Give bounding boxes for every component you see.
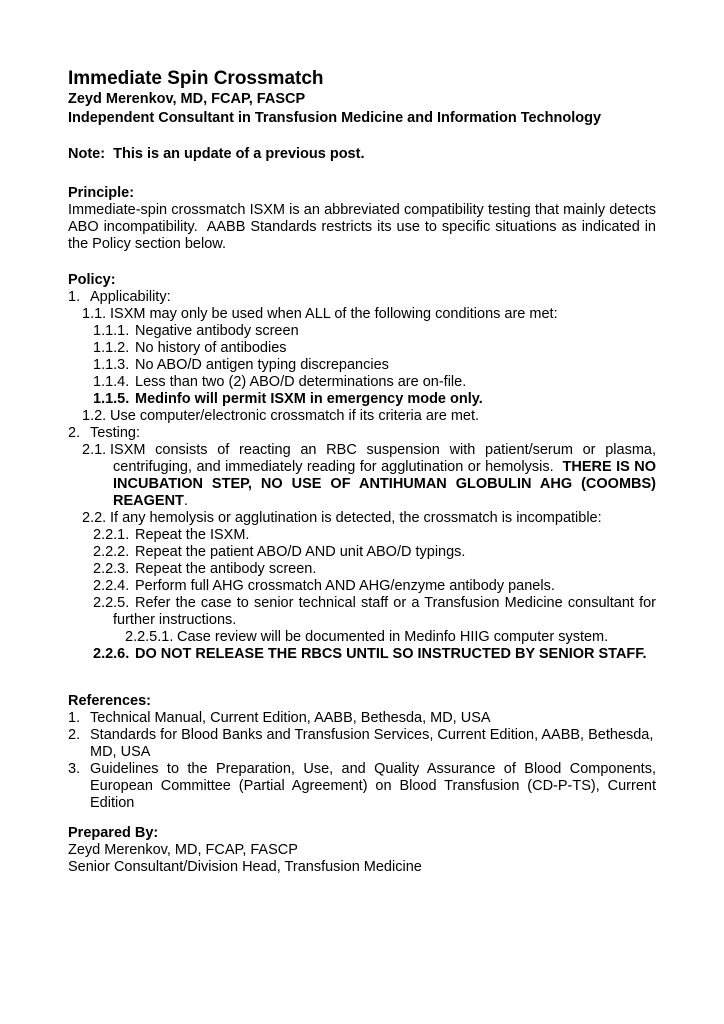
- spacer: [68, 812, 656, 825]
- reference-item-3: [68, 761, 656, 812]
- policy-item-1-1-3: [68, 357, 656, 374]
- item-text: Less than two (2) ABO/D determinations are on-file.: [135, 374, 467, 390]
- policy-item-1-1-4: [68, 374, 656, 391]
- item-number: 2.2.4.: [93, 578, 130, 594]
- document-subtitle: Independent Consultant in Transfusion Medicine and Information Technology: [68, 110, 602, 126]
- item-number: 1.2.: [82, 408, 107, 424]
- references-section: [68, 693, 656, 812]
- policy-heading: Policy:: [68, 272, 116, 288]
- item-number: 2.2.5.: [93, 595, 130, 611]
- principle-section: [68, 185, 656, 253]
- item-number: 1.1.2.: [93, 340, 130, 356]
- prepared-by-role: Senior Consultant/Division Head, Transfusion Medicine: [68, 859, 422, 875]
- policy-item-1-1-2: [68, 340, 656, 357]
- item-text-tail: .: [183, 493, 188, 509]
- policy-item-2-2-5-1: [68, 629, 656, 646]
- policy-item-2-2-5: [68, 595, 656, 629]
- prepared-by-section: [68, 825, 656, 876]
- document-title: Immediate Spin Crossmatch: [68, 68, 324, 89]
- principle-body: Immediate-spin crossmatch ISXM is an abbreviated compatibility testing that mainly detects ABO incompatibility. AABB Standards restricts its use to specific situations as indicated in the Policy section below.: [68, 202, 656, 252]
- policy-item-1: [68, 289, 656, 306]
- item-number: 1.1.4.: [93, 374, 130, 390]
- document-note: Note: This is an update of a previous post.: [68, 146, 365, 162]
- item-number: 2.: [68, 727, 81, 743]
- prepared-by-name: Zeyd Merenkov, MD, FCAP, FASCP: [68, 842, 298, 858]
- policy-item-2-2-6: [68, 646, 656, 663]
- policy-item-1-1-1: [68, 323, 656, 340]
- item-number: 1.1.: [82, 306, 107, 322]
- item-text: If any hemolysis or agglutination is detected, the crossmatch is incompatible:: [110, 510, 602, 526]
- item-number: 3.: [68, 761, 81, 777]
- principle-heading: Principle:: [68, 185, 135, 201]
- item-number: 1.: [68, 289, 81, 305]
- spacer: [68, 164, 656, 185]
- policy-item-2-2-1: [68, 527, 656, 544]
- policy-item-1-1-5: [68, 391, 656, 408]
- item-text: Repeat the patient ABO/D AND unit ABO/D typings.: [135, 544, 466, 560]
- item-number: 2.2.1.: [93, 527, 130, 543]
- policy-section: [68, 272, 656, 663]
- policy-item-2-2-3: [68, 561, 656, 578]
- item-number: 1.: [68, 710, 81, 726]
- item-number: 2.: [68, 425, 81, 441]
- item-number: 2.2.: [82, 510, 107, 526]
- item-text-emphasis: THERE IS NO INCUBATION STEP, NO USE OF ANTIHUMAN GLOBULIN AHG (COOMBS) REAGENT: [113, 459, 656, 509]
- item-text: Medinfo will permit ISXM in emergency mode only.: [135, 391, 483, 407]
- item-text: ISXM consists of reacting an RBC suspension with patient/serum or plasma, centrifuging, and immediately reading for agglutination or hemolysis.: [110, 442, 656, 475]
- reference-item-2: [68, 727, 656, 761]
- policy-item-2: [68, 425, 656, 442]
- item-text: Applicability:: [90, 289, 171, 305]
- item-number: 2.2.2.: [93, 544, 130, 560]
- item-text: Standards for Blood Banks and Transfusion Services, Current Edition, AABB, Bethesda, MD, USA: [90, 727, 654, 760]
- item-text: DO NOT RELEASE THE RBCS UNTIL SO INSTRUCTED BY SENIOR STAFF.: [135, 646, 647, 662]
- document-author: Zeyd Merenkov, MD, FCAP, FASCP: [68, 91, 306, 107]
- item-number: 2.2.6.: [93, 646, 130, 662]
- item-text: Technical Manual, Current Edition, AABB, Bethesda, MD, USA: [90, 710, 491, 726]
- spacer: [68, 253, 656, 272]
- item-text: Case review will be documented in Medinfo HIIG computer system.: [177, 629, 609, 645]
- item-number: 1.1.5.: [93, 391, 130, 407]
- item-text: ISXM may only be used when ALL of the following conditions are met:: [110, 306, 558, 322]
- item-number: 1.1.1.: [93, 323, 130, 339]
- item-number: 2.1.: [82, 442, 107, 458]
- policy-item-2-2-4: [68, 578, 656, 595]
- item-number: 2.2.3.: [93, 561, 130, 577]
- policy-item-2-2: [68, 510, 656, 527]
- item-text: Repeat the ISXM.: [135, 527, 250, 543]
- item-number: 1.1.3.: [93, 357, 130, 373]
- item-number: 2.2.5.1.: [125, 629, 174, 645]
- item-text: Refer the case to senior technical staff or a Transfusion Medicine consultant for further instructions.: [113, 595, 656, 628]
- item-text: No ABO/D antigen typing discrepancies: [135, 357, 389, 373]
- prepared-by-heading: Prepared By:: [68, 825, 159, 841]
- reference-item-1: [68, 710, 656, 727]
- policy-item-1-2: [68, 408, 656, 425]
- policy-item-2-1: [68, 442, 656, 510]
- references-heading: References:: [68, 693, 152, 709]
- item-text: Testing:: [90, 425, 140, 441]
- policy-item-2-2-2: [68, 544, 656, 561]
- item-text: Perform full AHG crossmatch AND AHG/enzyme antibody panels.: [135, 578, 555, 594]
- spacer: [68, 128, 656, 145]
- item-text: No history of antibodies: [135, 340, 287, 356]
- item-text: Use computer/electronic crossmatch if its criteria are met.: [110, 408, 480, 424]
- spacer: [68, 663, 656, 693]
- item-text: Negative antibody screen: [135, 323, 299, 339]
- policy-item-1-1: [68, 306, 656, 323]
- item-text: Guidelines to the Preparation, Use, and Quality Assurance of Blood Components, European Committee (Partial Agreement) on Blood Transfusion (CD-P-TS), Current Edition: [90, 761, 656, 811]
- item-text: Repeat the antibody screen.: [135, 561, 317, 577]
